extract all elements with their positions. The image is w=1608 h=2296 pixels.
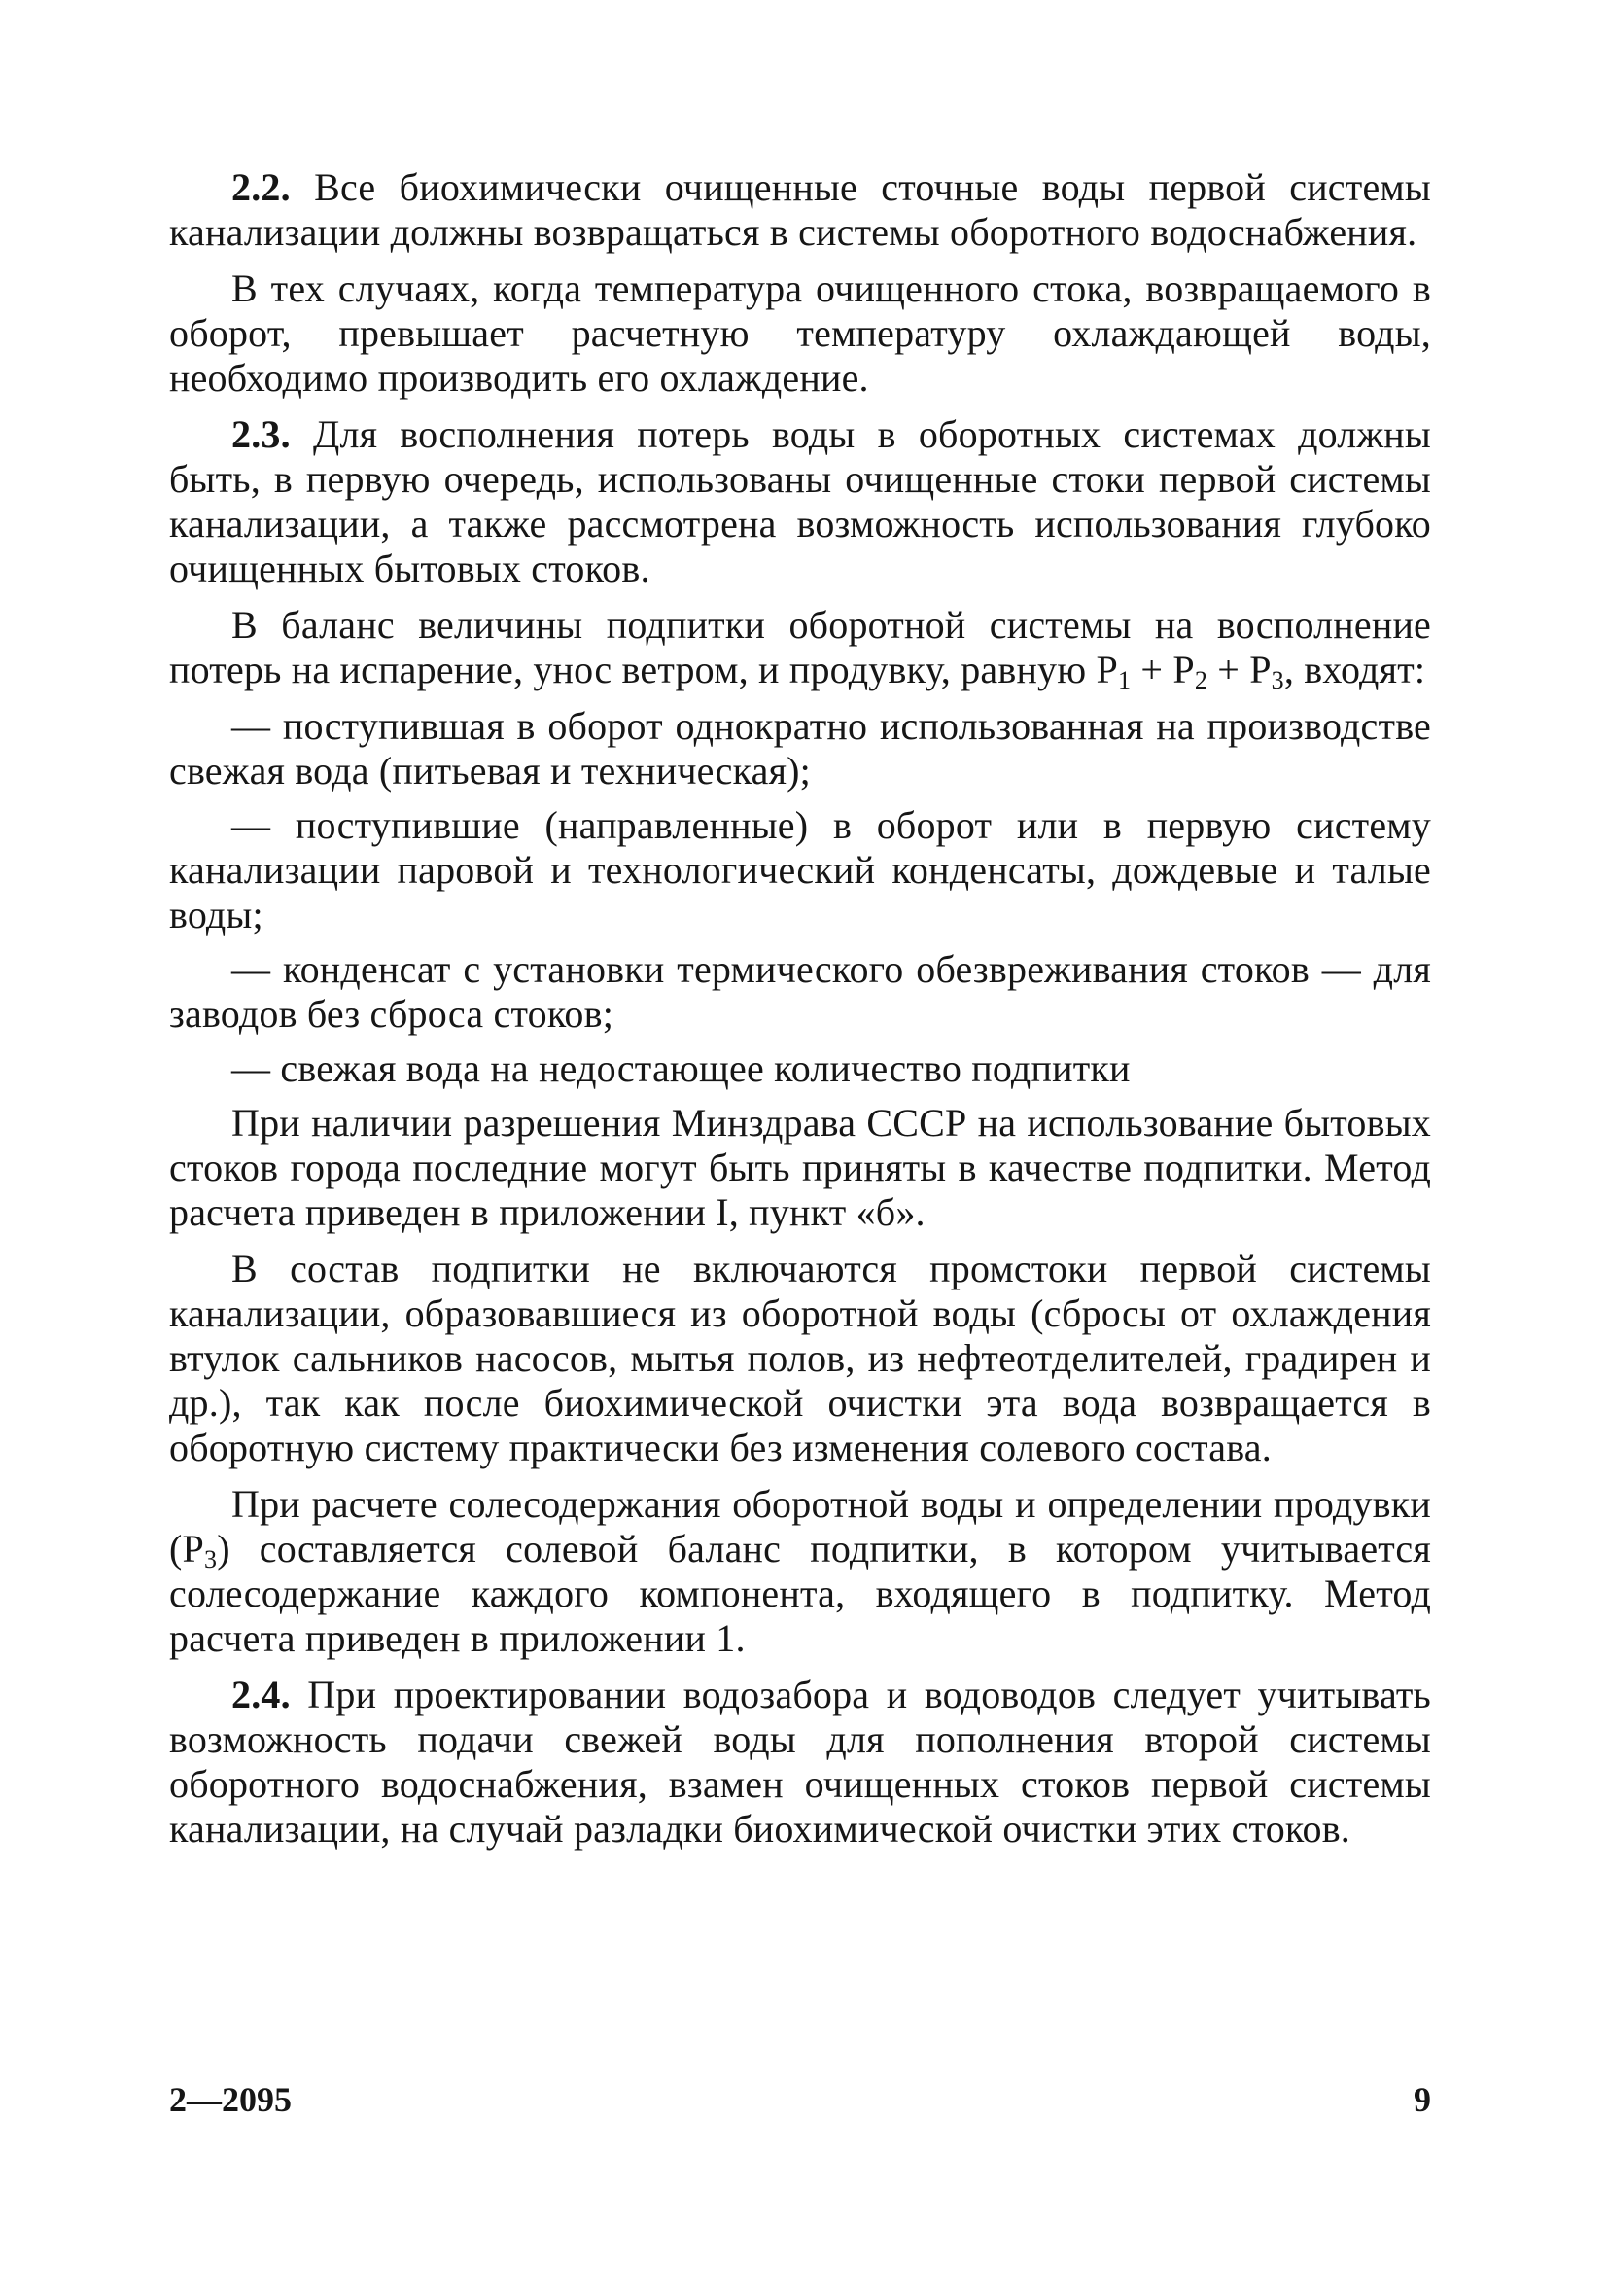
page-number: 9 bbox=[1414, 2080, 1431, 2119]
paragraph-salt-balance bbox=[169, 1482, 1431, 1661]
list-item-text: — поступившие (направленные) в оборот или в первую систему канализации паровой и технологический конденсаты, дождевые и талые воды; bbox=[169, 803, 1431, 936]
list-item-text: — свежая вода на недостающее количество подпитки bbox=[231, 1046, 1131, 1090]
paragraph-minzdrav bbox=[169, 1101, 1431, 1235]
paragraph-text: При наличии разрешения Минздрава СССР на использование бытовых стоков города последние могут быть приняты в качестве подпитки. Метод расчета приведен в приложении I, пункт «б». bbox=[169, 1101, 1431, 1234]
paragraph-cooling bbox=[169, 266, 1431, 401]
paragraph-2-3 bbox=[169, 412, 1431, 591]
list-item-condensate-installation bbox=[169, 947, 1431, 1037]
list-item-fresh-water bbox=[169, 704, 1431, 794]
paragraph-text: Для восполнения потерь воды в оборотных системах должны быть, в первую очередь, использованы очищенные стоки первой системы канализации, а также рассмотрена возможность использования глубоко очищенных бытовых стоков. bbox=[169, 412, 1431, 590]
paragraph-text: , входят: bbox=[1283, 648, 1426, 691]
section-number-2-3: 2.3. bbox=[231, 412, 291, 456]
paragraph-exclusions bbox=[169, 1247, 1431, 1470]
paragraph-text: В состав подпитки не включаются промстоки первой системы канализации, образовавшиеся из оборотной воды (сбросы от охлаждения втулок сальников насосов, мытья полов, из нефтеотделителей, градирен и др.), так как после биохимической очистки эта вода возвращается в оборотную систему практически без изменения солевого состава. bbox=[169, 1247, 1431, 1469]
paragraph-text: ) составляется солевой баланс подпитки, в котором учитывается солесодержание каждого компонента, входящего в подпитку. Метод расчета приведен в приложении 1. bbox=[169, 1527, 1431, 1660]
section-number-2-2: 2.2. bbox=[231, 165, 291, 209]
page-footer bbox=[169, 2079, 1431, 2130]
formula-p3: $P_3$ bbox=[182, 1527, 218, 1573]
paragraph-text: В тех случаях, когда температура очищенного стока, возвращаемого в оборот, превышает расчетную температуру охлаждающей воды, необходимо производить его охлаждение. bbox=[169, 266, 1431, 400]
paragraph-2-2 bbox=[169, 165, 1431, 255]
list-item-make-up-water bbox=[169, 1046, 1431, 1091]
paragraph-text: При проектировании водозабора и водоводов следует учитывать возможность подачи свежей воды для пополнения второй системы оборотного водоснабжения, взамен очищенных стоков первой системы канализации, на случай разладки биохимической очистки этих стоков. bbox=[169, 1673, 1431, 1851]
paragraph-2-4 bbox=[169, 1673, 1431, 1852]
sheet-code: 2—2095 bbox=[169, 2080, 292, 2119]
paragraph-text: В баланс величины подпитки оборотной системы на восполнение потерь на испарение, унос ветром, и продувку, равную bbox=[169, 603, 1431, 691]
list-item-condensates bbox=[169, 803, 1431, 937]
list-item-text: — конденсат с установки термического обезвреживания стоков — для заводов без сброса стоков; bbox=[169, 947, 1431, 1036]
section-number-2-4: 2.4. bbox=[231, 1673, 291, 1716]
paragraph-text: При расчете солесодержания оборотной воды и определении продувки ( bbox=[169, 1482, 1431, 1571]
formula-p1-p2-p3: $P_1 + P_2 + P_3$ bbox=[1096, 648, 1284, 694]
list-item-text: — поступившая в оборот однократно использованная на производстве свежая вода (питьевая и техническая); bbox=[169, 704, 1431, 793]
paragraph-text: Все биохимически очищенные сточные воды первой системы канализации должны возвращаться в системы оборотного водоснабжения. bbox=[169, 165, 1431, 254]
document-body bbox=[169, 165, 1431, 1863]
paragraph-balance bbox=[169, 603, 1431, 692]
